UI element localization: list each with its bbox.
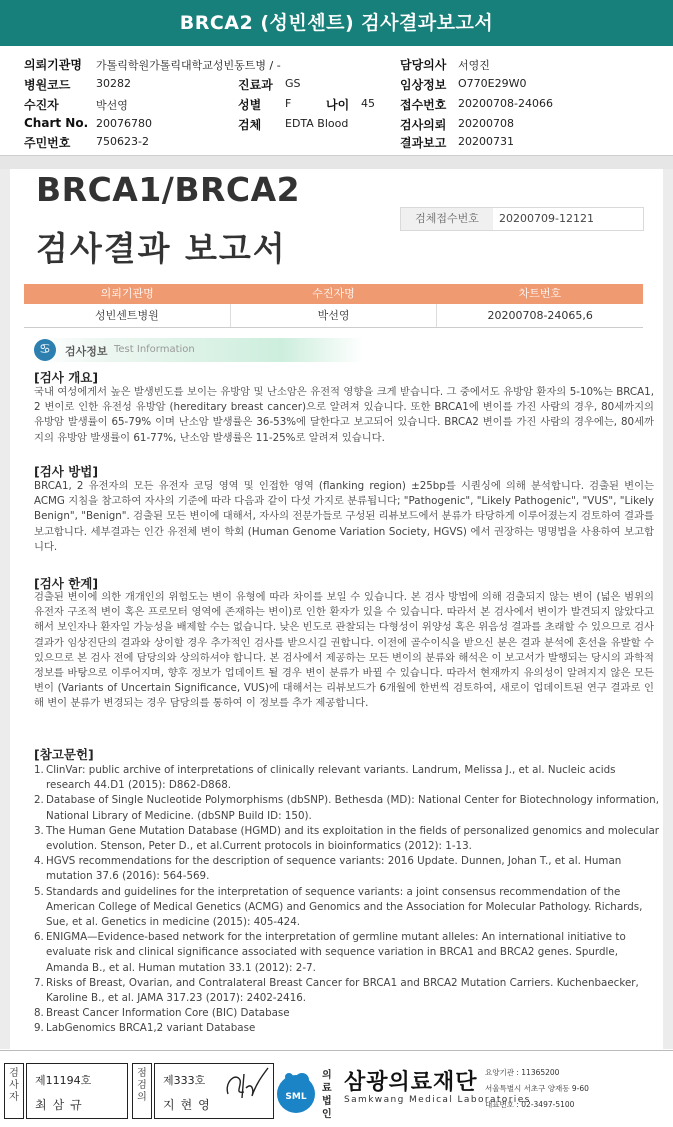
header-institution: 의뢰기관명: [100, 287, 154, 300]
method-heading: [검사 방법]: [34, 464, 99, 479]
page-margin-right: [663, 169, 673, 1049]
contact-code: 요양기관 : 11365200: [485, 1068, 560, 1077]
specimen-number-box: [400, 207, 644, 231]
overview-text: 국내 여성에게서 높은 발생빈도를 보이는 유방암 및 난소암은 유전적 영향을 크게 받습니다. 그 중에서도 유방암 환자의 5-10%는 BRCA1, 2 변이로 인한 유전성 유방암 (hereditary breast cancer)으로 알려져 있습니다. 또한 BRCA1에 변이를 가진 사람의 경우, 80세까지의 유방암 발생률이 65-79% 이며 난소암 발생률은 36-53%에 달한다고 보고되어 있습니다. BRCA2 변이를 가진 사람의 경우에는, 80세까지의 유방암 발생률이 61-77%, 난소암 발생률은 11-25%로 알려져 있습니다.: [34, 386, 654, 444]
test-information-tag: [34, 338, 364, 362]
references-list: [34, 763, 660, 1037]
tester-label: 검사자: [9, 1068, 19, 1103]
checker-label-box: [132, 1063, 152, 1119]
list-item: 8. Breast Cancer Information Core (BIC) Database: [34, 1007, 290, 1020]
page-margin-left: [0, 169, 10, 1049]
report-date-label: 결과보고: [400, 136, 447, 150]
sex-value: F: [285, 97, 292, 110]
method-text: BRCA1, 2 유전자의 모든 유전자 코딩 영역 및 인접한 영역 (flanking region) ±25bp를 시퀀싱에 의해 분석합니다. 검출된 변이는 ACMG 지침을 참고하여 자사의 기준에 따라 다음과 같이 다섯 가지로 분류됩니다; "Pathogenic", "Likely Pathogenic", "VUS", "Likely Benign", "Benign". 검출된 모든 변이에 대해서, 자사의 전문가들로 구성된 리뷰보드에서 분류가 타당하게 이루어졌는지 검토하여 결과를 보고합니다. 세부결과는 인간 유전체 변이 학회 (Human Genome Variation Society, HGVS) 에서 권장하는 명명법을 사용하여 보고합니다.: [34, 480, 654, 553]
request-value: 20200708: [458, 117, 514, 130]
request-label: 검사의뢰: [400, 118, 447, 132]
limit-heading: [검사 한계]: [34, 576, 99, 591]
institution-label: 의뢰기관명: [24, 58, 82, 72]
cell-chart: 20200708-24065,6: [487, 309, 593, 322]
tester-name: 최삼규: [35, 1098, 88, 1112]
refs-heading: [참고문헌]: [34, 747, 94, 762]
dept-value: GS: [285, 77, 301, 90]
patient-value: 박선영: [96, 99, 128, 112]
cell-institution: 성빈센트병원: [24, 304, 231, 327]
limit-text: 검출된 변이에 의한 개개인의 위험도는 변이 유형에 따라 차이를 보일 수 있습니다. 본 검사 방법에 의해 검출되지 않는 변이 (넓은 범위의 유전자 구조적 변이 혹은 프로모터 영역에 존재하는 변이)로 인한 환자가 있을 수 있습니다. 따라서 본 검사에서 변이가 발견되지 않았다고 해서 보인자나 환자일 가능성을 배제할 수는 없습니다. 낮은 빈도로 관찰되는 다형성이 위양성 혹은 위음성 결과를 초래할 수 있으므로 검사 결과가 임상진단의 결과와 상이할 경우 추가적인 검사를 받으시길 권합니다. 이전에 골수이식을 받으신 분은 결과 분석에 혼선을 유발할 수 있으므로 본 검사 전에 담당의와 상의하셔야 합니다. 본 검사에서 제공하는 모든 변이의 분류와 해석은 이 보고서가 발행되는 당시의 과학적 정보를 바탕으로 이루어지며, 향후 정보가 업데이트 될 경우 변이 분류가 바뀔 수 있습니다. 따라서 현재까지 유의성이 알려지지 않은 모든 변이 (Variants of Uncertain Significance, VUS)에 대해서는 리뷰보드가 6개월에 한번씩 검토하여, 새로이 업데이트된 연구 결과로 인해 변이 분류가 변경되는 경우 담당의를 통하여 이 정보를 추가 제공합니다.: [34, 591, 654, 710]
chart-label: Chart No.: [24, 116, 89, 130]
brand-name-en: Samkwang Medical Laboratories: [344, 1095, 531, 1105]
tester-box: [26, 1063, 128, 1119]
sml-logo-icon: [272, 1067, 320, 1115]
page-separator: [0, 155, 673, 169]
list-item: 6. ENIGMA—Evidence-based network for the interpretation of germline mutant alleles: An international initiative to evaluate risk and clinical significance associated with sequence variation in BRCA1 and BRCA2 genes. Spurdle, Amanda B., et al. Human mutation 33.1 (2012): 2-7.: [34, 931, 626, 974]
list-item: 4. HGVS recommendations for the description of sequence variants: 2016 Update. Dunnen, Johan T., et al. Human mutation 37.6 (2016): 564-569.: [34, 855, 622, 883]
receipt-label: 접수번호: [400, 98, 447, 112]
tester-label-box: [4, 1063, 24, 1119]
chart-value: 20076780: [96, 117, 152, 130]
checker-label: 점검의: [137, 1068, 147, 1103]
ribbon-icon: ♋: [34, 339, 56, 361]
brand-name: 삼광의료재단: [344, 1070, 478, 1095]
sex-label: 성별: [238, 98, 262, 112]
table-row: [24, 304, 643, 328]
patient-meta: [0, 50, 673, 154]
brca-title: BRCA1/BRCA2: [36, 170, 301, 209]
patient-label: 수진자: [24, 98, 59, 112]
signature: [222, 1064, 272, 1104]
clinical-no-value: O770E29W0: [458, 77, 527, 90]
hospital-code-label: 병원코드: [24, 78, 71, 92]
cell-patient: 박선영: [231, 304, 438, 327]
contact-address: 서울특별시 서초구 양재동 9-60: [485, 1084, 589, 1093]
section-tag-en: Test Information: [114, 344, 195, 355]
list-item: 1. ClinVar: public archive of interpretations of clinically relevant variants. Landrum, Melissa J., et al. Nucleic acids research 44.D1 (2015): D862-D868.: [34, 764, 616, 792]
list-item: 3. The Human Gene Mutation Database (HGMD) and its exploitation in the fields of personalized genomics and molecular evolution. Stenson, Peter D., et al.Current protocols in bioinformatics (2012): 1-13.: [34, 824, 660, 853]
header-chart: 차트번호: [518, 287, 562, 300]
specimen-label: 검체: [238, 118, 262, 132]
report-date-value: 20200731: [458, 135, 514, 148]
clinical-no-label: 임상정보: [400, 78, 447, 92]
specimen-number-label: 검체접수번호: [401, 208, 493, 230]
sml-logo-text: SML: [285, 1092, 307, 1102]
doctor-value: 서영진: [458, 59, 490, 72]
id-value: 750623-2: [96, 135, 149, 148]
checker-name: 지현영: [163, 1098, 216, 1112]
list-item: 7. Risks of Breast, Ovarian, and Contralateral Breast Cancer for BRCA1 and BRCA2 Mutation Carriers. Kuchenbaecker, Karoline B., et al. JAMA 317.23 (2017): 2402-2416.: [34, 976, 639, 1005]
dept-label: 진료과: [238, 78, 273, 92]
footer: [0, 1050, 673, 1127]
contact-phone: 대표번호 : 02-3497-5100: [485, 1100, 575, 1109]
age-label: 나이: [326, 98, 350, 112]
list-item: 2. Database of Single Nucleotide Polymorphisms (dbSNP). Bethesda (MD): National Center for Biotechnology information, National Library of Medicine. (dbSNP Build ID: 150).: [34, 794, 659, 822]
receipt-value: 20200708-24066: [458, 97, 553, 110]
info-table: [24, 284, 643, 328]
report-title: 검사결과 보고서: [36, 229, 287, 268]
section-tag-ko: 검사정보: [65, 345, 108, 358]
list-item: 9. LabGenomics BRCA1,2 variant Database: [34, 1022, 256, 1035]
id-label: 주민번호: [24, 136, 71, 150]
info-table-header: [24, 284, 643, 304]
doctor-label: 담당의사: [400, 58, 447, 72]
age-value: 45: [361, 97, 375, 110]
checker-number: 제333호: [163, 1074, 206, 1087]
list-item: 5. Standards and guidelines for the interpretation of sequence variants: a joint consensus recommendation of the American College of Medical Genetics (ACMG) and Genomics and the Association for Molecular Pathology. Richards, Sue, et al. Genetics in medicine (2015): 405-424.: [34, 885, 643, 929]
law-label: 의료법인: [322, 1070, 332, 1120]
overview-heading: [검사 개요]: [34, 370, 99, 385]
document-title: BRCA2 (성빈센트) 검사결과보고서: [0, 0, 673, 46]
tester-number: 제11194호: [35, 1074, 92, 1087]
institution-value: 가톨릭학원가톨릭대학교성빈동트병 / -: [96, 59, 281, 72]
hospital-code-value: 30282: [96, 77, 131, 90]
specimen-value: EDTA Blood: [285, 117, 349, 130]
header-patient: 수진자명: [312, 287, 355, 300]
specimen-number-value: 20200709-12121: [499, 212, 594, 225]
